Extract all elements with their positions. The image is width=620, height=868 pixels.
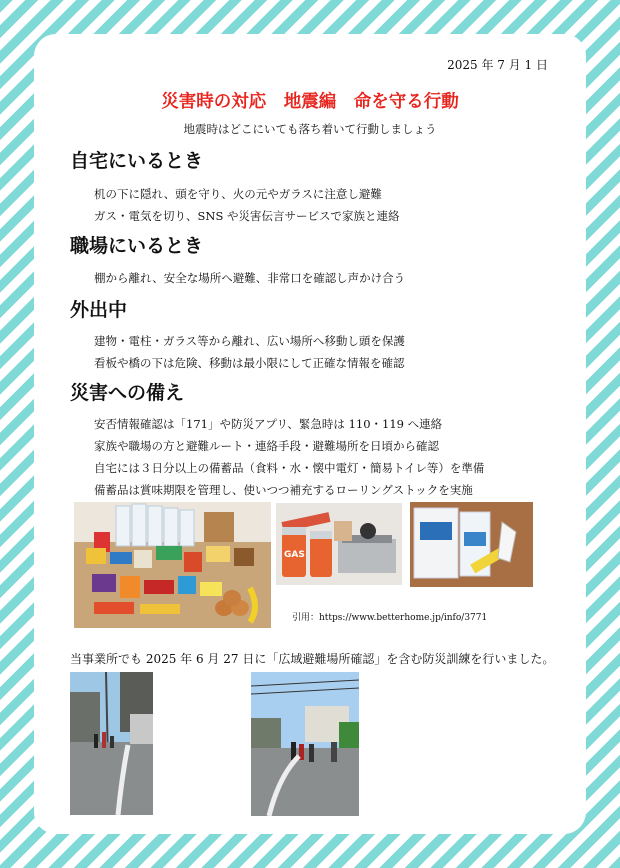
flyer-card xyxy=(34,34,586,834)
section-heading-workplace: 職場にいるとき xyxy=(70,235,204,257)
section-line: 看板や橋の下は危険、移動は最小限にして正確な情報を確認 xyxy=(94,356,405,370)
section-heading-preparation: 災害への備え xyxy=(70,382,185,404)
photo-citation: 引用：https://www.betterhome.jp/info/3771 xyxy=(292,613,488,623)
section-line: 備蓄品は賞味期限を管理し、使いつつ補充するローリングストックを実施 xyxy=(94,483,473,497)
section-line: 棚から離れ、安全な場所へ避難、非常口を確認し声かけ合う xyxy=(94,271,406,285)
flyer-title: 災害時の対応 地震編 命を守る行動 xyxy=(161,92,459,112)
section-line: ガス・電気を切り、SNS や災害伝言サービスで家族と連絡 xyxy=(94,209,400,223)
flyer-subtitle: 地震時はどこにいても落ち着いて行動しましょう xyxy=(183,122,437,136)
stockpile-photo xyxy=(74,502,271,628)
gas-can-label: GAS xyxy=(284,550,305,560)
section-line: 家族や職場の方と避難ルート・連絡手段・避難場所を日頃から確認 xyxy=(94,439,439,453)
gas-stove-photo xyxy=(276,503,402,585)
drill-notice: 当事業所でも 2025 年 6 月 27 日に「広域避難場所確認」を含む防災訓練を行いました。 xyxy=(70,652,555,666)
section-heading-home: 自宅にいるとき xyxy=(70,150,204,172)
drill-street-photo-2 xyxy=(251,672,359,816)
section-line: 机の下に隠れ、頭を守り、火の元やガラスに注意し避難 xyxy=(94,187,382,201)
section-line: 自宅には３日分以上の備蓄品（食料・水・懐中電灯・簡易トイレ等）を準備 xyxy=(94,461,485,475)
section-heading-outside: 外出中 xyxy=(70,299,128,321)
drill-street-photo-1 xyxy=(70,672,153,815)
section-line: 安否情報確認は「171」や防災アプリ、緊急時は 110・119 へ連絡 xyxy=(94,417,443,431)
supplies-photo xyxy=(410,502,533,587)
issue-date: 2025 年 7 月 1 日 xyxy=(447,58,548,72)
section-line: 建物・電柱・ガラス等から離れ、広い場所へ移動し頭を保護 xyxy=(94,334,405,348)
